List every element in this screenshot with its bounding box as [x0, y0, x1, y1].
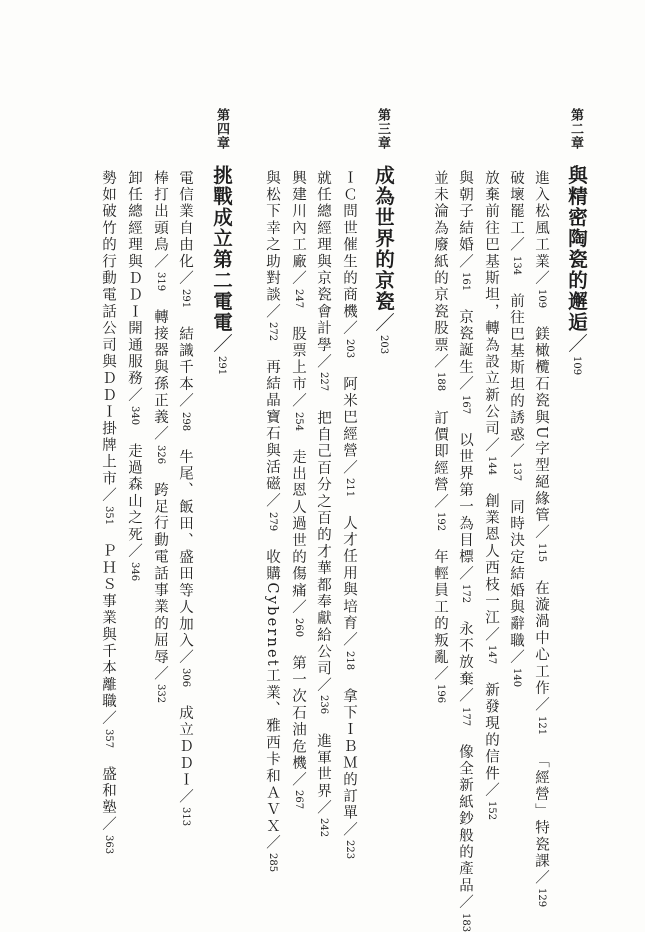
toc-line: [124, 170, 145, 581]
toc-entry: 牛尾、飯田、盛田等人加入／306: [177, 448, 193, 687]
page-number: 332: [155, 684, 166, 704]
toc-entry: 第一次石油危機／267: [290, 654, 306, 810]
entry-title: 鎂橄欖石瓷與U字型絕緣管: [533, 326, 549, 525]
toc-entry: 「經營」特瓷課／129: [533, 752, 549, 908]
chapter-title-text: 成為世界的京瓷: [372, 165, 395, 312]
entry-title: 年輕員工的叛亂: [432, 548, 448, 666]
toc-entry: 電信業自由化／291: [177, 170, 193, 308]
toc-entry: 鎂橄欖石瓷與U字型絕緣管／115: [533, 326, 549, 562]
toc-entry: 放棄前往巴基斯坦，轉為設立新公司／144: [483, 170, 499, 475]
page-number: 172: [460, 584, 471, 604]
page-number: 291: [180, 288, 191, 308]
chapter-title: 與精密陶瓷的邂逅／109: [565, 165, 588, 376]
page-number: 140: [511, 667, 522, 687]
page-number: 340: [129, 405, 140, 425]
entry-title: 股票上市: [290, 326, 306, 393]
toc-entry: 結識千本／298: [177, 326, 193, 431]
entry-title: 再結晶寶石與活磁: [264, 359, 280, 494]
toc-entry: 就任總經理與京瓷會計學／227: [315, 170, 331, 392]
toc-line: [262, 170, 283, 872]
toc-entry: 京瓷誕生／167: [457, 309, 473, 414]
page-number: 346: [129, 561, 140, 581]
toc-entry: 阿米巴經營／211: [341, 376, 357, 498]
toc-entry: 卸任總經理與ＤＤＩ開通服務／340: [126, 170, 142, 425]
toc-entry: 人才任用與培育／218: [341, 515, 357, 671]
toc-line: [175, 170, 196, 826]
page-number: 147: [486, 645, 497, 665]
toc-entry: 並未淪為廢紙的京瓷股票／188: [432, 170, 448, 392]
entry-title: 進入松風工業: [533, 170, 549, 271]
toc-entry: 與松下幸之助對談／272: [264, 170, 280, 342]
page-number: 196: [435, 684, 446, 704]
entry-title: 電信業自由化: [177, 170, 193, 271]
toc-line: [506, 170, 527, 687]
entry-title: 新發現的信件: [483, 682, 499, 783]
page-number: 279: [267, 511, 278, 531]
entry-title: 在漩渦中心工作: [533, 579, 549, 697]
page-number: 129: [536, 888, 547, 908]
toc-entry: 以世界第一為目標／172: [457, 431, 473, 604]
entry-title: 訂價即經營: [432, 409, 448, 493]
toc-entry: ＩＣ問世催生的商機／203: [341, 170, 357, 359]
toc-entry: 破壞罷工／134: [508, 170, 524, 275]
page-number: 285: [267, 853, 278, 873]
toc-line: [481, 170, 502, 820]
toc-entry: 興建川內工廠／247: [290, 170, 306, 308]
toc-entry: 進軍世界／242: [315, 732, 331, 838]
page-number: 211: [344, 478, 355, 498]
toc-entry: 像全新紙鈔般的產品／183: [457, 743, 473, 932]
toc-line: [339, 170, 360, 860]
entry-title: 第一次石油危機: [290, 654, 306, 772]
entry-title: 牛尾、飯田、盛田等人加入: [177, 448, 193, 650]
entry-title: ＰＨＳ事業與千本離職: [100, 543, 116, 711]
chapter-title-text: 與精密陶瓷的邂逅: [565, 165, 588, 333]
entry-title: 勢如破竹的行動電話公司與ＤＤＩ掛牌上市: [100, 170, 116, 488]
entry-title: 把自己百分之百的才華都奉獻給公司: [315, 409, 331, 677]
toc-entry: 年輕員工的叛亂／196: [432, 548, 448, 704]
toc-entry: 棒打出頭鳥／319: [152, 170, 168, 292]
entry-title: 與朝子結婚: [457, 170, 473, 254]
chapter-title: 挑戰成立第二電電／291: [210, 165, 233, 376]
chapter-label: 第三章: [375, 108, 390, 150]
toc-entry: 股票上市／254: [290, 326, 306, 431]
toc-entry: 勢如破竹的行動電話公司與ＤＤＩ掛牌上市／351: [100, 170, 116, 526]
toc-entry: ＰＨＳ事業與千本離職／357: [100, 543, 116, 748]
page-number: 291: [216, 356, 227, 376]
toc-entry: 成立ＤＤＩ／313: [177, 704, 193, 827]
page-number: 254: [293, 411, 304, 431]
page-number: 267: [293, 790, 304, 810]
entry-title: 興建川內工廠: [290, 170, 306, 271]
entry-title: 阿米巴經營: [341, 376, 357, 460]
toc-entry: 轉接器與孫正義／326: [152, 309, 168, 464]
entry-title: 永不放棄: [457, 621, 473, 689]
toc-entry: 收購Cybernet工業、雅西卡和ＡＶＸ／285: [264, 548, 280, 873]
toc-entry: 同時決定結婚與辭職／140: [508, 498, 524, 687]
page-number: 115: [536, 542, 547, 562]
entry-title: 拿下ＩＢＭ的訂單: [341, 688, 357, 822]
entry-title: 同時決定結婚與辭職: [508, 498, 524, 650]
toc-line: [531, 170, 552, 907]
page-number: 326: [155, 444, 166, 464]
entry-title: 像全新紙鈔般的產品: [457, 743, 473, 895]
entry-title: 進軍世界: [315, 732, 331, 800]
page-number: 183: [460, 912, 471, 932]
page-number: 351: [103, 506, 114, 526]
entry-title: 卸任總經理與ＤＤＩ開通服務: [126, 170, 142, 388]
toc-line: [150, 170, 171, 704]
entry-title: 與松下幸之助對談: [264, 170, 280, 304]
toc-entry: 與朝子結婚／161: [457, 170, 473, 292]
toc-entry: 訂價即經營／192: [432, 409, 448, 531]
toc-entry: 在漩渦中心工作／121: [533, 579, 549, 735]
page-number: 357: [103, 728, 114, 748]
toc-entry: 把自己百分之百的才華都奉獻給公司／236: [315, 409, 331, 715]
toc-entry: 再結晶寶石與活磁／279: [264, 359, 280, 531]
entry-title: 創業恩人西枝一江: [483, 493, 499, 627]
toc-line: [313, 170, 334, 837]
page-number: 192: [435, 511, 446, 531]
entry-title: 轉接器與孫正義: [152, 309, 168, 427]
toc-line: [288, 170, 309, 809]
chapter-label: 第二章: [568, 108, 583, 150]
toc-entry: 創業恩人西枝一江／147: [483, 493, 499, 665]
entry-title: 走過森山之死: [126, 442, 142, 544]
page-number: 319: [155, 272, 166, 292]
toc-entry: 走過森山之死／346: [126, 442, 142, 581]
entry-title: 就任總經理與京瓷會計學: [315, 170, 331, 354]
toc-entry: 走出恩人過世的傷痛／260: [290, 448, 306, 637]
entry-title: 收購Cybernet工業、雅西卡和ＡＶＸ: [264, 548, 280, 835]
toc-entry: 前往巴基斯坦的誘惑／137: [508, 292, 524, 481]
page-number: 152: [486, 801, 497, 821]
page-number: 363: [103, 834, 114, 854]
page-number: 137: [511, 461, 522, 481]
page-number: 161: [460, 272, 471, 292]
entry-title: 盛和塾: [100, 765, 116, 817]
chapter-label: 第四章: [214, 108, 229, 150]
page-number: 306: [180, 667, 191, 687]
page-number: 109: [536, 288, 547, 308]
page-number: 203: [344, 339, 355, 359]
toc-line: [98, 170, 119, 854]
page-number: 218: [344, 651, 355, 671]
page-number: 313: [180, 807, 191, 827]
entry-title: 走出恩人過世的傷痛: [290, 448, 306, 599]
entry-title: 放棄前往巴基斯坦，轉為設立新公司: [483, 170, 499, 438]
entry-title: 京瓷誕生: [457, 309, 473, 377]
page-number: 188: [435, 372, 446, 392]
page-number: 260: [293, 617, 304, 637]
page-number: 134: [511, 255, 522, 275]
toc-entry: 跨足行動電話事業的屈辱／332: [152, 482, 168, 704]
page-number: 247: [293, 288, 304, 308]
page-number: 242: [318, 818, 329, 838]
page-number: 223: [344, 840, 355, 860]
page-number: 177: [460, 706, 471, 726]
entry-title: 前往巴基斯坦的誘惑: [508, 292, 524, 443]
page-number: 109: [571, 356, 582, 376]
page-number: 167: [460, 394, 471, 414]
page-number: 121: [536, 715, 547, 735]
page-number: 227: [318, 372, 329, 392]
page-number: 144: [486, 455, 497, 475]
entry-title: ＩＣ問世催生的商機: [341, 170, 357, 321]
page-number: 203: [378, 335, 389, 355]
entry-title: 並未淪為廢紙的京瓷股票: [432, 170, 448, 354]
entry-title: 破壞罷工: [508, 170, 524, 237]
entry-title: 結識千本: [177, 326, 193, 393]
toc-entry: 盛和塾／363: [100, 765, 116, 854]
toc-line: [455, 170, 476, 932]
toc-entry: 永不放棄／177: [457, 621, 473, 726]
toc-entry: 進入松風工業／109: [533, 170, 549, 308]
page-number: 298: [180, 411, 191, 431]
page-number: 272: [267, 322, 278, 342]
entry-title: 人才任用與培育: [341, 515, 357, 633]
entry-title: 「經營」特瓷課: [533, 752, 549, 870]
toc-entry: 新發現的信件／152: [483, 682, 499, 821]
entry-title: 棒打出頭鳥: [152, 170, 168, 254]
toc-line: [430, 170, 451, 704]
entry-title: 成立ＤＤＩ: [177, 704, 193, 789]
toc-entry: 拿下ＩＢＭ的訂單／223: [341, 688, 357, 860]
entry-title: 以世界第一為目標: [457, 431, 473, 566]
page-number: 236: [318, 695, 329, 715]
entry-title: 跨足行動電話事業的屈辱: [152, 482, 168, 666]
chapter-title: 成為世界的京瓷／203: [372, 165, 395, 355]
chapter-title-text: 挑戰成立第二電電: [210, 165, 233, 333]
